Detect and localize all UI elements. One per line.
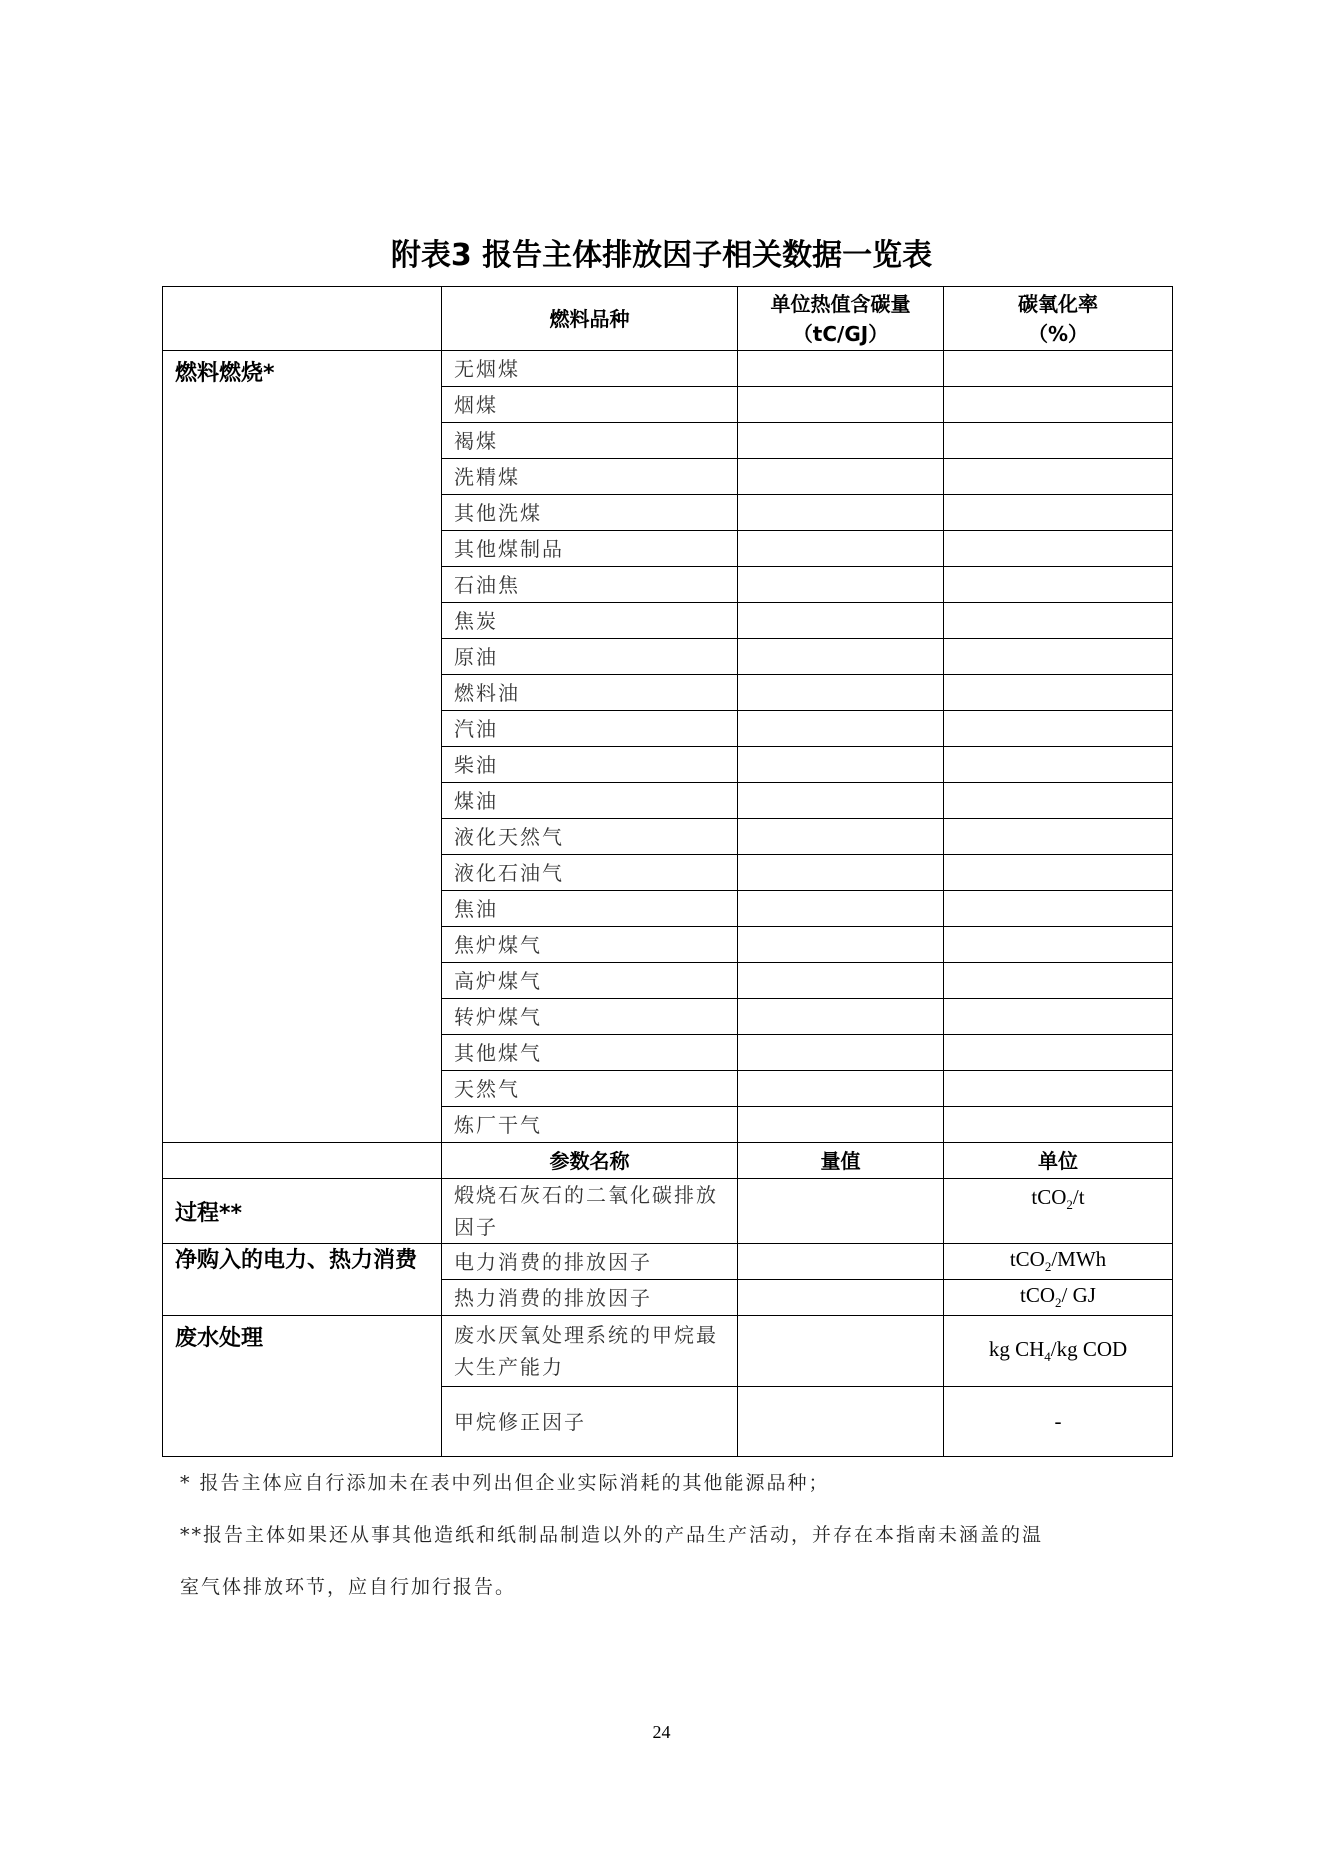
fuel-name: 炼厂干气 [442, 1107, 738, 1143]
fuel-name: 焦炉煤气 [442, 927, 738, 963]
header-oxidation-l1: 碳氧化率 [1018, 291, 1098, 316]
unit-tail: /t [1072, 1185, 1085, 1209]
footnote-1: * 报告主体应自行添加未在表中列出但企业实际消耗的其他能源品种； [180, 1472, 830, 1494]
param-header-value: 量值 [738, 1143, 944, 1179]
fuel-name: 转炉煤气 [442, 999, 738, 1035]
fuel-name: 烟煤 [442, 387, 738, 423]
header-carbon-content [738, 287, 944, 351]
unit-subscript: 2 [1055, 1295, 1062, 1311]
page-number: 24 [652, 1722, 671, 1742]
oxidation-rate-cell [944, 747, 1173, 783]
carbon-content-cell [738, 351, 944, 387]
param-unit: - [944, 1387, 1173, 1457]
param-value [738, 1179, 944, 1244]
header-fuel-type: 燃料品种 [442, 287, 738, 351]
fuel-name: 其他煤气 [442, 1035, 738, 1071]
fuel-name: 汽油 [442, 711, 738, 747]
oxidation-rate-cell [944, 855, 1173, 891]
oxidation-rate-cell [944, 1071, 1173, 1107]
oxidation-rate-cell [944, 711, 1173, 747]
carbon-content-cell [738, 963, 944, 999]
carbon-content-cell [738, 603, 944, 639]
fuel-name: 燃料油 [442, 675, 738, 711]
oxidation-rate-cell [944, 783, 1173, 819]
param-value [738, 1280, 944, 1316]
fuel-name: 液化石油气 [442, 855, 738, 891]
fuel-category: 燃料燃烧* [163, 351, 442, 1143]
oxidation-rate-cell [944, 1035, 1173, 1071]
param-name: 煅烧石灰石的二氧化碳排放因子 [442, 1179, 738, 1244]
unit-subscript: 2 [1066, 1197, 1073, 1213]
fuel-name: 原油 [442, 639, 738, 675]
oxidation-rate-cell [944, 567, 1173, 603]
carbon-content-cell [738, 1071, 944, 1107]
fuel-name: 洗精煤 [442, 459, 738, 495]
carbon-content-cell [738, 423, 944, 459]
purchased-category: 净购入的电力、热力消费 [163, 1244, 442, 1316]
footnote-2: **报告主体如果还从事其他造纸和纸制品制造以外的产品生产活动，并存在本指南未涵盖的温 [180, 1524, 1044, 1546]
param-header-blank [163, 1143, 442, 1179]
process-row [163, 1179, 1173, 1244]
footnote-2-cont: 室气体排放环节，应自行加行报告。 [180, 1576, 517, 1598]
fuel-name: 褐煤 [442, 423, 738, 459]
fuel-name: 高炉煤气 [442, 963, 738, 999]
oxidation-rate-cell [944, 675, 1173, 711]
fuel-name: 焦油 [442, 891, 738, 927]
carbon-content-cell [738, 387, 944, 423]
param-name: 电力消费的排放因子 [442, 1244, 738, 1280]
param-name: 甲烷修正因子 [442, 1387, 738, 1457]
oxidation-rate-cell [944, 423, 1173, 459]
fuel-name: 无烟煤 [442, 351, 738, 387]
carbon-content-cell [738, 819, 944, 855]
oxidation-rate-cell [944, 963, 1173, 999]
carbon-content-cell [738, 711, 944, 747]
header-carbon-content-l1: 单位热值含碳量 [770, 291, 911, 316]
oxidation-rate-cell [944, 927, 1173, 963]
unit-tail: /kg COD [1050, 1336, 1128, 1361]
fuel-name: 煤油 [442, 783, 738, 819]
carbon-content-cell [738, 999, 944, 1035]
process-category: 过程** [163, 1179, 442, 1244]
param-unit [944, 1244, 1173, 1280]
param-value [738, 1316, 944, 1387]
wastewater-category: 废水处理 [163, 1316, 442, 1457]
carbon-content-cell [738, 459, 944, 495]
oxidation-rate-cell [944, 387, 1173, 423]
fuel-name: 石油焦 [442, 567, 738, 603]
oxidation-rate-cell [944, 639, 1173, 675]
oxidation-rate-cell [944, 603, 1173, 639]
oxidation-rate-cell [944, 891, 1173, 927]
carbon-content-cell [738, 567, 944, 603]
param-name: 热力消费的排放因子 [442, 1280, 738, 1316]
param-header-row [163, 1143, 1173, 1179]
carbon-content-cell [738, 531, 944, 567]
oxidation-rate-cell [944, 351, 1173, 387]
carbon-content-cell [738, 495, 944, 531]
oxidation-rate-cell [944, 819, 1173, 855]
unit-subscript: 2 [1044, 1259, 1052, 1275]
oxidation-rate-cell [944, 495, 1173, 531]
emission-factor-table [162, 286, 1173, 1457]
carbon-content-cell [738, 675, 944, 711]
oxidation-rate-cell [944, 1107, 1173, 1143]
header-oxidation-rate [944, 287, 1173, 351]
carbon-content-cell [738, 891, 944, 927]
table-title: 附表3 报告主体排放因子相关数据一览表 [390, 238, 933, 273]
carbon-content-cell [738, 783, 944, 819]
header-row [163, 287, 1173, 351]
carbon-content-cell [738, 927, 944, 963]
fuel-name: 其他煤制品 [442, 531, 738, 567]
unit-main: tCO [1031, 1185, 1067, 1209]
param-unit [944, 1179, 1173, 1244]
oxidation-rate-cell [944, 531, 1173, 567]
fuel-name: 柴油 [442, 747, 738, 783]
unit-main: kg CH [988, 1336, 1045, 1361]
header-carbon-content-l2: （tC/GJ） [792, 321, 889, 346]
carbon-content-cell [738, 1107, 944, 1143]
unit-main: tCO [1020, 1283, 1056, 1308]
param-header-name: 参数名称 [442, 1143, 738, 1179]
oxidation-rate-cell [944, 999, 1173, 1035]
carbon-content-cell [738, 855, 944, 891]
carbon-content-cell [738, 1035, 944, 1071]
unit-tail: / GJ [1061, 1283, 1096, 1308]
fuel-name: 天然气 [442, 1071, 738, 1107]
fuel-name: 焦炭 [442, 603, 738, 639]
carbon-content-cell [738, 639, 944, 675]
oxidation-rate-cell [944, 459, 1173, 495]
unit-main: tCO [1009, 1247, 1045, 1272]
param-unit [944, 1280, 1173, 1316]
param-value [738, 1387, 944, 1457]
param-header-unit: 单位 [944, 1143, 1173, 1179]
header-blank [163, 287, 442, 351]
header-oxidation-l2: （%） [1027, 321, 1089, 346]
param-value [738, 1244, 944, 1280]
param-unit [944, 1316, 1173, 1387]
wastewater-row [163, 1316, 1173, 1387]
unit-subscript: 4 [1044, 1349, 1051, 1365]
carbon-content-cell [738, 747, 944, 783]
unit-tail: /MWh [1051, 1247, 1107, 1272]
fuel-name: 其他洗煤 [442, 495, 738, 531]
fuel-name: 液化天然气 [442, 819, 738, 855]
purchased-row [163, 1244, 1173, 1280]
param-name: 废水厌氧处理系统的甲烷最大生产能力 [442, 1316, 738, 1387]
fuel-row [163, 351, 1173, 387]
